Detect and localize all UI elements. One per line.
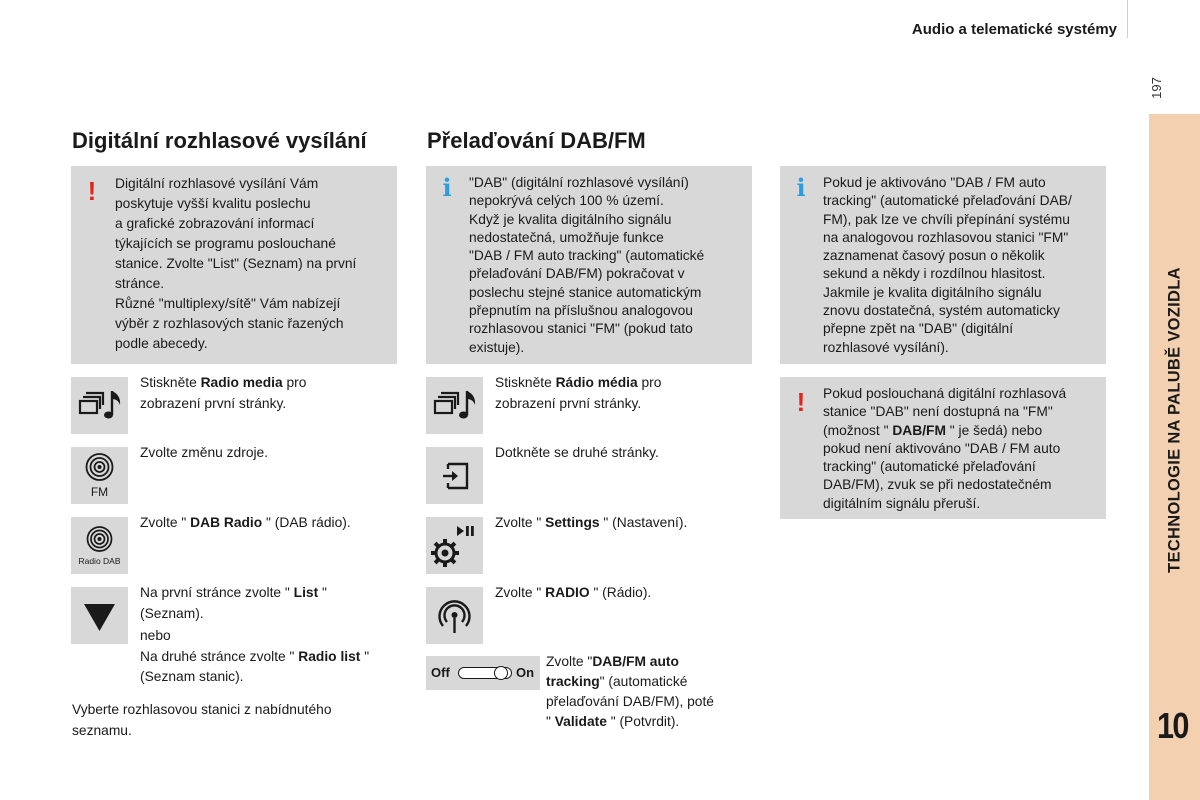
radio-button-box (426, 587, 483, 644)
settings-icon (426, 517, 483, 574)
step-text-list: Na první stránce zvolte " List " (Seznam). nebo Na druhé stránce zvolte " Radio list " (Seznam stanic). (140, 585, 370, 684)
note-text (823, 385, 1066, 513)
section-title-dab-fm: Přelaďování DAB/FM (427, 128, 646, 153)
note-line: přepnutím na příslušnou analogovou (469, 303, 693, 319)
step-text-media: Stiskněte Radio media pro zobrazení první stránky. (140, 375, 307, 411)
note-line: podle abecedy. (115, 336, 208, 351)
second-page-button-box (426, 447, 483, 504)
second-page-icon (426, 447, 483, 504)
warning-note-dab-unavailable (780, 377, 1106, 519)
note-line: na analogovou rozhlasovou stanici "FM" (823, 229, 1069, 245)
running-header-title: Audio a telematické systémy (911, 21, 1117, 38)
step-text-radio: Zvolte " RADIO " (Rádio). (495, 585, 652, 600)
note-line: pokud není aktivováno "DAB / FM auto (823, 440, 1061, 456)
dab-icon-label: Radio DAB (78, 556, 121, 566)
note-line: přepne zpět na "DAB" (digitální (823, 321, 1014, 337)
media-music-icon (71, 377, 128, 434)
note-line: Jakmile je kvalita digitálního signálu (823, 284, 1042, 300)
note-text (115, 174, 356, 354)
media-button-box (426, 377, 483, 434)
note-text (469, 174, 704, 357)
step-text-settings: Zvolte " Settings " (Nastavení). (495, 515, 688, 530)
down-triangle-icon (71, 587, 128, 644)
note-line: Když je kvalita digitálního signálu (469, 211, 672, 227)
section-title-digital-radio: Digitální rozhlasové vysílání (72, 128, 367, 153)
exclamation-icon: ! (87, 176, 97, 206)
step-text-media: Stiskněte Rádio média pro zobrazení první stránky. (495, 375, 662, 411)
note-line: Pokud je aktivováno "DAB / FM auto (823, 175, 1046, 190)
note-line: nepokrývá celých 100 % území. (469, 193, 664, 209)
note-line: sekund a někdy i rozdílnou hlasitost. (823, 266, 1046, 282)
note-line: tracking" (automatické přelaďování (823, 459, 1036, 475)
media-button-box (71, 377, 128, 434)
note-line: zaznamenat časový posun o několik (823, 248, 1045, 264)
footer-instruction: Vyberte rozhlasovou stanici z nabídnutého seznamu. (72, 702, 332, 738)
step-text-second-page: Dotkněte se druhé stránky. (495, 445, 659, 460)
dab-button-box (71, 517, 128, 574)
toggle-knob (494, 666, 508, 680)
note-line: rozhlasovou stanici "FM" (pokud tato (469, 321, 693, 337)
note-line: stránce. (115, 276, 165, 291)
auto-tracking-toggle[interactable] (426, 656, 540, 690)
step-text-auto-tracking: Zvolte "DAB/FM auto tracking" (automatické přelaďování DAB/FM), poté " Validate " (Potvrdit). (546, 654, 714, 729)
note-line: poslechu stejné stanice automatickým (469, 284, 702, 300)
header-divider (1127, 0, 1128, 38)
note-line: rozhlasové vysílání). (823, 339, 949, 355)
note-line: FM), pak lze ve chvíli přepínání systému (823, 211, 1070, 227)
info-note-dab-fm (426, 166, 752, 364)
source-button-box (71, 447, 128, 504)
info-note-time-shift (780, 166, 1106, 364)
fm-icon-label: FM (90, 485, 109, 499)
note-line: digitálním signálu přeruší. (823, 495, 981, 511)
note-line: výběr z rozhlasových stanic řazených (115, 316, 344, 331)
note-line: (možnost " DAB/FM " je šedá) nebo (823, 422, 1043, 438)
info-icon: i (796, 173, 806, 202)
note-line: stanice. Zvolte "List" (Seznam) na první (115, 256, 357, 271)
note-line: Pokud poslouchaná digitální rozhlasová (823, 386, 1067, 401)
note-line: a grafické zobrazování informací (115, 216, 315, 231)
note-line: "DAB" (digitální rozhlasové vysílání) (469, 175, 689, 190)
note-line: "DAB / FM auto tracking" (automatické (469, 248, 705, 264)
radio-broadcast-icon (426, 587, 483, 644)
settings-button-box (426, 517, 483, 574)
or-text: nebo (140, 628, 171, 643)
note-line: nedostatečná, umožňuje funkce (469, 229, 664, 245)
step-text-source: Zvolte změnu zdroje. (140, 445, 269, 460)
note-line: stanice "DAB" není dostupná na "FM" (823, 404, 1053, 420)
note-line: tracking" (automatické přelaďování DAB/ (823, 193, 1072, 209)
warning-note-digital-radio (71, 166, 397, 364)
toggle-off-label: Off (431, 665, 450, 680)
note-line: Digitální rozhlasové vysílání Vám (115, 176, 319, 191)
info-icon: i (442, 173, 452, 202)
note-line: týkajících se programu poslouchané (115, 236, 336, 251)
note-line: DAB/FM), zvuk se při nedostatečném (823, 477, 1052, 493)
note-text (823, 174, 1072, 357)
note-line: Různé "multiplexy/sítě" Vám nabízejí (115, 296, 341, 311)
step-text-dab: Zvolte " DAB Radio " (DAB rádio). (140, 515, 351, 530)
page-number: 197 (1149, 77, 1164, 99)
note-line: přelaďování DAB/FM) pokračovat v (469, 266, 685, 282)
list-button-box (71, 587, 128, 644)
toggle-on-label: On (516, 665, 535, 680)
exclamation-icon: ! (796, 387, 806, 417)
note-line: znovu dostatečná, systém automaticky (823, 303, 1060, 319)
note-line: existuje). (469, 339, 525, 355)
chapter-number: 10 (1157, 705, 1188, 746)
note-line: poskytuje vyšší kvalitu poslechu (115, 196, 311, 211)
media-music-icon (426, 377, 483, 434)
chapter-side-label: TECHNOLOGIE NA PALUBĚ VOZIDLA (1165, 267, 1184, 573)
chapter-side-label-wrap (1166, 150, 1184, 690)
